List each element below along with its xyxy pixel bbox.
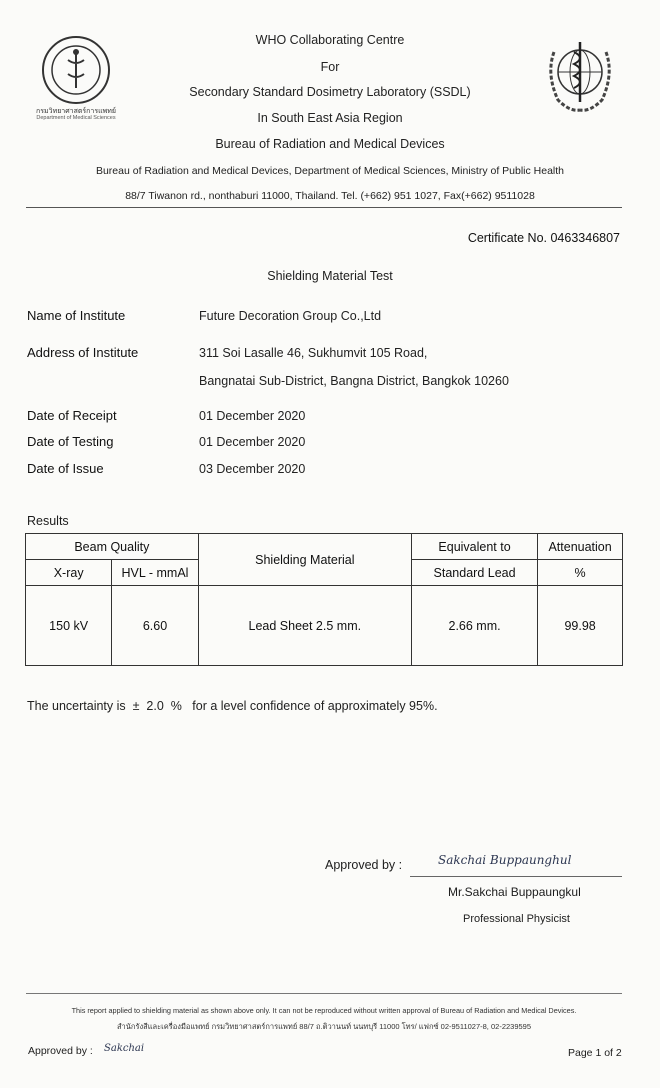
field-value-address-line2: Bangnatai Sub-District, Bangna District, Bangkok 10260: [199, 374, 509, 388]
header-attenuation-2: %: [538, 560, 623, 586]
header-equivalent-1: Equivalent to: [411, 534, 537, 560]
header-for: For: [320, 60, 340, 74]
cell-attenuation: 99.98: [538, 586, 623, 666]
approval-label: Approved by :: [325, 858, 403, 872]
field-label-address: Address of Institute: [27, 345, 139, 360]
field-label-institute: Name of Institute: [27, 308, 126, 323]
header-bureau-full: Bureau of Radiation and Medical Devices, Department of Medical Sciences, Ministry of Public Health: [95, 165, 565, 177]
seal-caption-th: กรมวิทยาศาสตร์การแพทย์: [36, 108, 116, 115]
header-divider: [26, 207, 622, 208]
cell-hvl: 6.60: [112, 586, 198, 666]
seal-caption-en: Department of Medical Sciences: [36, 115, 116, 121]
field-value-address-line1: 311 Soi Lasalle 46, Sukhumvit 105 Road,: [199, 346, 428, 360]
document-title: Shielding Material Test: [267, 269, 393, 283]
results-heading: Results: [27, 514, 69, 528]
footer-divider: [26, 993, 622, 994]
header-shielding-material: Shielding Material: [198, 534, 411, 586]
header-xray: X-ray: [26, 560, 112, 586]
header-address: 88/7 Tiwanon rd., nonthaburi 11000, Thailand. Tel. (+662) 951 1027, Fax(+662) 9511028: [125, 190, 535, 202]
field-value-institute: Future Decoration Group Co.,Ltd: [199, 309, 382, 323]
field-value-receipt: 01 December 2020: [199, 409, 306, 423]
footer-note-th: สำนักรังสีและเครื่องมือแพทย์ กรมวิทยาศาสตร์การแพทย์ 88/7 ถ.ติวานนท์ นนทบุรี 11000 โทร/ แฟกซ์ 02-9511027-8, 02-2239595: [116, 1022, 532, 1031]
results-table: [25, 533, 623, 666]
cell-xray: 150 kV: [26, 586, 112, 666]
uncertainty-statement: The uncertainty is ± 2.0 % for a level confidence of approximately 95%.: [27, 699, 438, 713]
footer-note-en: This report applied to shielding material as shown above only. It can not be reproduced without written approval of Bureau of Radiation and Medical Devices.: [71, 1006, 577, 1015]
field-label-issue: Date of Issue: [27, 461, 104, 476]
footer-approved-initials: Sakchai: [104, 1043, 145, 1054]
page-number: Page 1 of 2: [568, 1047, 622, 1059]
header-beam-quality: Beam Quality: [26, 534, 199, 560]
header-equivalent-2: Standard Lead: [411, 560, 537, 586]
signature-line: [410, 876, 622, 877]
header-hvl: HVL - mmAl: [112, 560, 198, 586]
header-ssdl: Secondary Standard Dosimetry Laboratory (SSDL): [189, 85, 471, 99]
field-label-testing: Date of Testing: [27, 434, 114, 449]
field-value-issue: 03 December 2020: [199, 462, 306, 476]
header-region: In South East Asia Region: [257, 111, 403, 125]
header-attenuation-1: Attenuation: [538, 534, 623, 560]
approval-signature: Sakchai Buppaunghul: [438, 853, 572, 867]
header-bureau: Bureau of Radiation and Medical Devices: [215, 137, 445, 151]
approver-name: Mr.Sakchai Buppaungkul: [448, 885, 581, 899]
cell-material: Lead Sheet 2.5 mm.: [198, 586, 411, 666]
header-who-centre: WHO Collaborating Centre: [255, 33, 405, 47]
table-row: [26, 586, 623, 666]
cell-equivalent: 2.66 mm.: [411, 586, 537, 666]
footer-approved-label: Approved by :: [28, 1045, 93, 1057]
field-label-receipt: Date of Receipt: [27, 408, 117, 423]
field-value-testing: 01 December 2020: [199, 435, 306, 449]
approver-title: Professional Physicist: [463, 913, 570, 925]
certificate-number: Certificate No. 0463346807: [467, 231, 620, 245]
